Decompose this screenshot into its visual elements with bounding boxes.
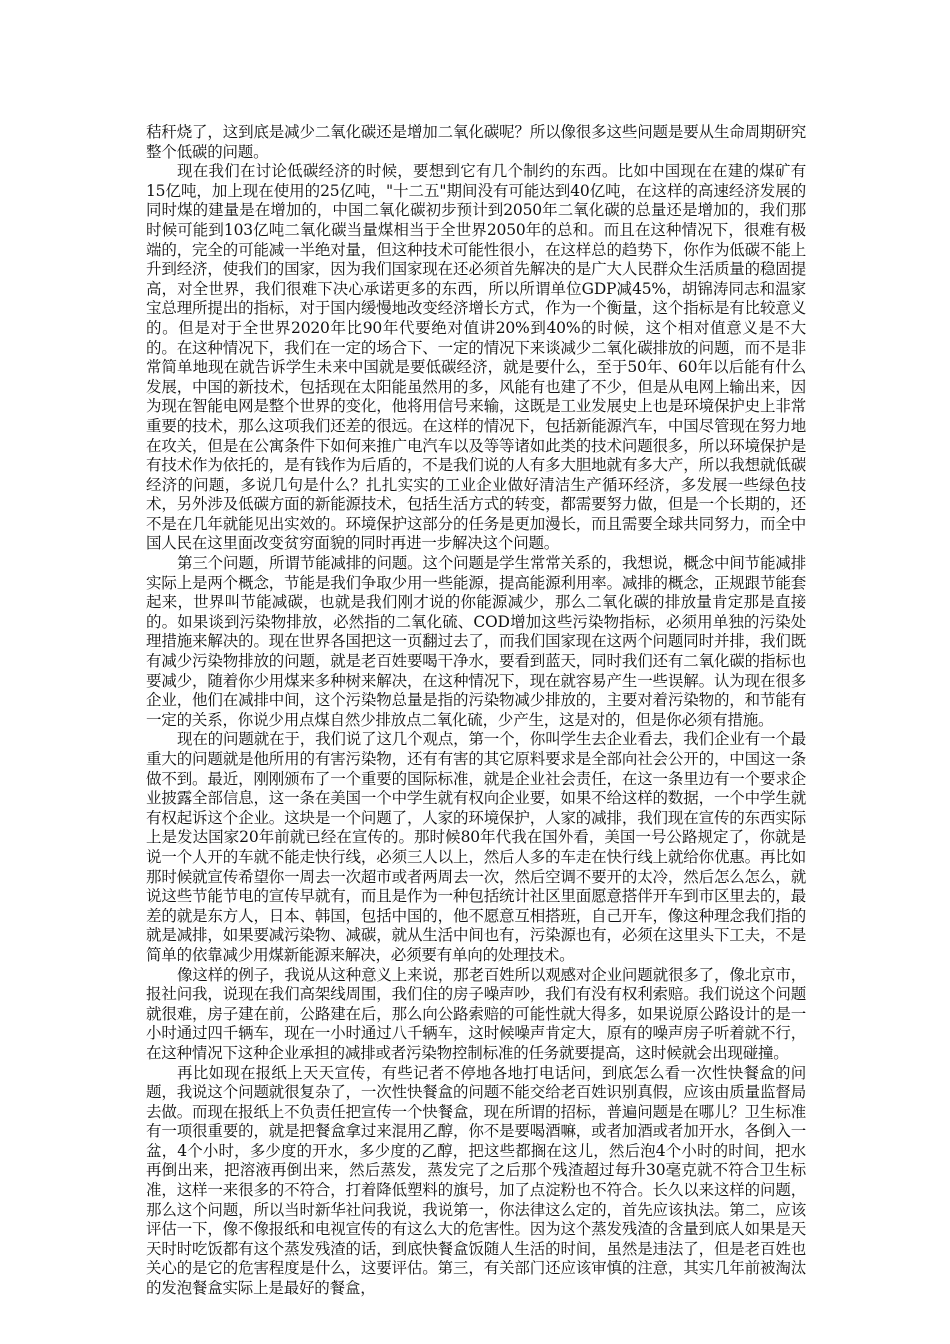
paragraph-2: 现在我们在讨论低碳经济的时候，要想到它有几个制约的东西。比如中国现在在建的煤矿有15亿吨，加上现在使用的25亿吨，"十二五"期间没有可能达到40亿吨，在这样的高速经济发展的同时煤的建量是在增加的，中国二氧化碳初步预计到2050年二氧化碳的总量还是增加的，我们那时候可能到103亿吨二氧化碳当量煤相当于全世界2050年的总和。而且在这种情况下，很难有极端的，完全的可能减一半绝对量，但这种技术可能性很小，在这样总的趋势下，你作为低碳不能上升到经济，使我们的国家，因为我们国家现在还必须首先解决的是广大人民群众生活质量的稳固提高，对全世界，我们很难下决心承诺更多的东西，所以所谓单位GDP减45%，胡锦涛同志和温家宝总理所提出的指标，对于国内缓慢地改变经济增长方式，作为一个衡量，这个指标是有比较意义的。但是对于全世界2020年比90年代要绝对值讲20%到40%的时候，这个相对值意义是不大的。在这种情况下，我们在一定的场合下、一定的情况下来谈减少二氧化碳排放的问题，而不是非常简单地现在就告诉学生未来中国就是要低碳经济，就是要什么，至于50年、60年以后能有什么发展，中国的新技术，包括现在太阳能虽然用的多，风能有也建了不少，但是从电网上输出来，因为现在智能电网是整个世界的变化，他将用信号来输，这既是工业发展史上也是环境保护史上非常重要的技术，那么这项我们还差的很远。在这样的情况下，包括新能源汽车，中国尽管现在努力地在攻关，但是在公寓条件下如何来推广电汽车以及等等诸如此类的技术问题很多，所以环境保护是有技术作为依托的，是有钱作为后盾的，不是我们说的人有多大胆地就有多大产，所以我想就低碳经济的问题，多说几句是什么？扎扎实实的工业企业做好清洁生产循环经济，多发展一些绿色技术，另外涉及低碳方面的新能源技术，包括生活方式的转变，都需要努力做，但是一个长期的，还不是在几年就能见出实效的。环境保护这部分的任务是更加漫长，而且需要全球共同努力，而全中国人民在这里面改变贫穷面貌的同时再进一步解决这个问题。: [146, 162, 806, 553]
paragraph-3: 第三个问题，所谓节能减排的问题。这个问题是学生常常关系的，我想说，概念中间节能减排实际上是两个概念，节能是我们争取少用一些能源，提高能源利用率。减排的概念，正规跟节能套起来，世界叫节能减碳，也就是我们刚才说的你能源减少，那么二氧化碳的排放量肯定那是直接的。如果谈到污染物排放，必然指的二氧化硫、COD增加这些污染物指标，必须用单独的污染处理措施来解决的。现在世界各国把这一页翻过去了，而我们国家现在这两个问题同时并排，我们既有减少污染物排放的问题，就是老百姓要喝干净水，要看到蓝天，同时我们还有二氧化碳的指标也要减少，随着你少用煤来多种树来解决，在这种情况下，现在就容易产生一些误解。认为现在很多企业，他们在减排中间，这个污染物总量是指的污染物减少排放的，主要对着污染物的，和节能有一定的关系，你说少用点煤自然少排放点二氧化硫，少产生，这是对的，但是你必须有措施。: [146, 554, 806, 729]
paragraph-5: 像这样的例子，我说从这种意义上来说，那老百姓所以观感对企业问题就很多了，像北京市，报社问我，说现在我们高架线周围，我们住的房子噪声吵，我们有没有权利索赔。我们说这个问题就很难，房子建在前，公路建在后，那么向公路索赔的可能性就大得多，如果说原公路设计的是一小时通过四千辆车，现在一小时通过八千辆车，这时候噪声肯定大，原有的噪声房子听着就不行，在这种情况下这种企业承担的减排或者污染物控制标准的任务就要提高，这时候就会出现碰撞。: [146, 965, 806, 1062]
paragraph-1: 秸秆烧了，这到底是减少二氧化碳还是增加二氧化碳呢？所以像很多这些问题是要从生命周期研究整个低碳的问题。: [146, 123, 806, 161]
paragraph-6: 再比如现在报纸上天天宣传，有些记者不停地各地打电话问，到底怎么看一次性快餐盒的问题，我说这个问题就很复杂了，一次性快餐盒的问题不能交给老百姓识别真假，应该由质量监督局去做。而现在报纸上不负责任把宣传一个快餐盒，现在所谓的招标，普遍问题是在哪儿？卫生标准有一项很重要的，就是把餐盒拿过来混用乙醇，你不是要喝酒嘛，或者加酒或者加开水，各倒入一盆，4个小时，多少度的开水，多少度的乙醇，把这些都搁在这儿，然后泡4个小时的时间，把水再倒出来，把溶液再倒出来，然后蒸发，蒸发完了之后那个残渣超过每升30毫克就不符合卫生标准，这样一来很多的不符合，打着降低塑料的旗号，加了点淀粉也不符合。长久以来这样的问题，那么这个问题，所以当时新华社问我说，我说第一，你法律这么定的，首先应该执法。第二，应该评估一下，像不像报纸和电视宣传的有这么大的危害性。因为这个蒸发残渣的含量到底人如果是天天时时吃饭都有这个蒸发残渣的话，到底快餐盒饭随人生活的时间，虽然是违法了，但是老百姓也关心的是它的危害程度是什么，这要评估。第三，有关部门还应该审慎的注意，其实几年前被淘汰的发泡餐盒实际上是最好的餐盒，: [146, 1063, 806, 1298]
paragraph-4: 现在的问题就在于，我们说了这几个观点，第一个，你叫学生去企业看去，我们企业有一个最重大的问题就是他所用的有害污染物，还有有害的其它原料要求是全部向社会公开的，中国这一条做不到。最近，刚刚颁布了一个重要的国际标准，就是企业社会责任，在这一条里边有一个要求企业披露全部信息，这一条在美国一个中学生就有权向企业要，如果不给这样的数据，一个中学生就有权起诉这个企业。这块是一个问题了，人家的环境保护，人家的减排，我们现在宣传的东西实际上是发达国家20年前就已经在宣传的。那时候80年代我在国外看，美国一号公路规定了，你就是说一个人开的车就不能走快行线，必须三人以上，然后人多的车走在快行线上就给你优惠。再比如那时候就宣传希望你一周去一次超市或者两周去一次，然后空调不要开的太冷，然后怎么怎么，就说这些节能节电的宣传早就有，而且是作为一种包括统计社区里面愿意搭伴开车到市区里去的，最差的就是东方人，日本、韩国，包括中国的，他不愿意互相搭班，自己开车，像这种理念我们指的就是减排，如果要减污染物、减碳，就从生活中间也有，污染源也有，必须在这里头下工夫，不是简单的依靠减少用煤新能源来解决，必须要有单向的处理技术。: [146, 730, 806, 964]
document-body: [146, 123, 806, 1299]
